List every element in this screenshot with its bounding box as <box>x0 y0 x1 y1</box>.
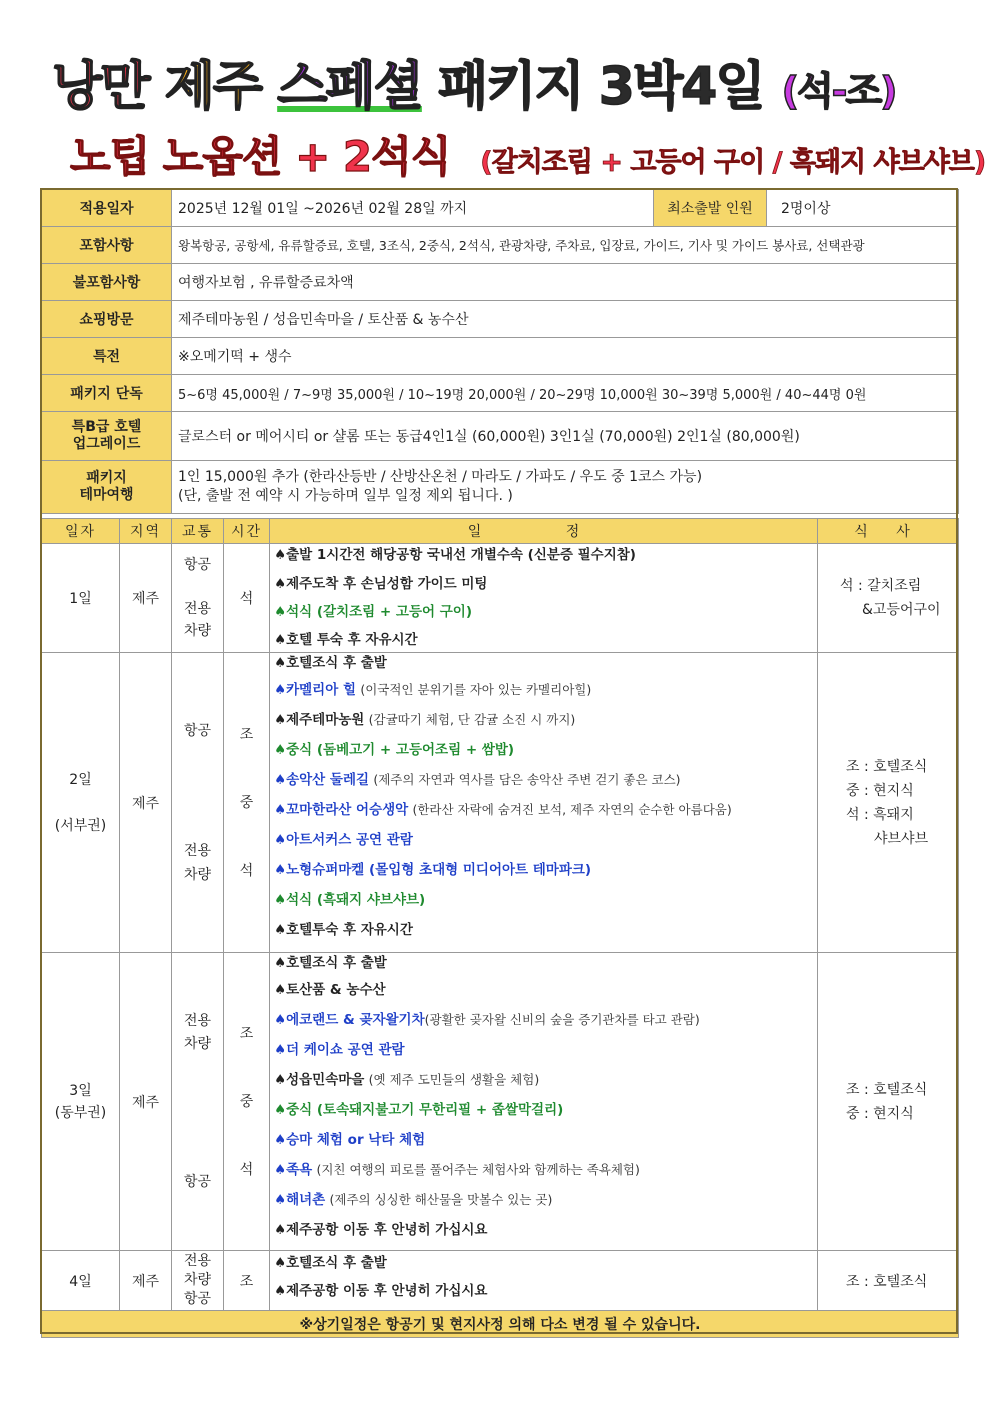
day2-time <box>224 653 270 953</box>
day2-area: (서부권) <box>54 817 107 834</box>
day1-region: 제주 <box>120 544 172 653</box>
header-itinerary: 일 정 <box>270 519 818 544</box>
day3-area: (동부권) <box>54 1104 107 1121</box>
info-row-shopping <box>42 301 959 338</box>
day2-item: ♠아트서커스 공연 관람 <box>274 832 413 848</box>
header-time: 시간 <box>224 519 270 544</box>
day2-item: ♠제주테마농원 (감귤따기 체험, 단 감귤 소진 시 까지) <box>274 712 576 728</box>
day1-item: ♠석식 (갈치조림 + 고등어 구이) <box>274 604 473 620</box>
info-row-benefit <box>42 338 959 375</box>
day1-item: ♠제주도착 후 손님성함 가이드 미팅 <box>274 576 488 592</box>
day3-item: ♠해녀촌 (제주의 싱싱한 해산물을 맛볼수 있는 곳) <box>274 1192 553 1208</box>
day1-transport <box>172 544 224 653</box>
day4-row <box>42 1251 959 1311</box>
day2-item: ♠노형슈퍼마켙 (몰입형 초대형 미디어아트 테마파크) <box>274 862 592 878</box>
day2-item: ♠석식 (흑돼지 샤브샤브) <box>274 892 426 908</box>
day4-transport-bus2: 차량 <box>183 1272 212 1288</box>
day3-transport-air: 항공 <box>183 1173 212 1190</box>
period-label: 적용일자 <box>42 190 172 227</box>
day2-day-label: 2일 <box>69 771 92 788</box>
day2-itinerary <box>270 653 818 953</box>
theme-label-line2: 테마여행 <box>79 487 134 503</box>
day1-transport-bus1: 전용 <box>183 601 212 617</box>
day4-region: 제주 <box>120 1251 172 1311</box>
day4-day: 4일 <box>42 1251 120 1311</box>
day3-item: ♠족욕 (지친 여행의 피로를 풀어주는 체험사와 함께하는 족욕체험) <box>274 1162 640 1178</box>
schedule-header-row <box>42 519 959 544</box>
day3-time <box>224 953 270 1251</box>
upgrade-label-line1: 특B급 호텔 <box>71 419 142 435</box>
header-region: 지역 <box>120 519 172 544</box>
day3-transport-bus1: 전용 <box>183 1012 212 1029</box>
day2-item: ♠중식 (돔베고기 + 고등어조림 + 쌈밥) <box>274 742 515 758</box>
day2-transport-air: 항공 <box>183 722 212 739</box>
day4-item: ♠제주공항 이동 후 안녕히 가십시요 <box>274 1283 488 1299</box>
info-row-excluded <box>42 264 959 301</box>
day1-time: 석 <box>224 544 270 653</box>
group-fee-value: 5~6명 45,000원 / 7~9명 35,000원 / 10~19명 20,000원 / 20~29명 10,000원 30~39명 5,000원 / 40~44명 0원 <box>172 375 959 412</box>
title-area <box>0 0 1000 185</box>
info-row-upgrade <box>42 412 959 461</box>
day3-time-lunch: 중 <box>239 1093 254 1110</box>
day3-item: ♠성읍민속마을 (옛 제주 도민들의 생활을 체험) <box>274 1072 540 1088</box>
info-row-included <box>42 227 959 264</box>
day3-meal <box>818 953 959 1251</box>
period-value: 2025년 12월 01일 ~2026년 02월 28일 까지 <box>172 190 654 227</box>
title-word-special: 스페셜 <box>277 57 422 117</box>
benefit-label: 특전 <box>42 338 172 375</box>
day2-meal-dinner2: 샤브샤브 <box>874 830 929 847</box>
day1-meal-line1: 석 : 갈치조림 <box>840 578 922 594</box>
header-meal: 식 사 <box>818 519 959 544</box>
included-label: 포함사항 <box>42 227 172 264</box>
day1-transport-bus2: 차량 <box>183 623 212 639</box>
day3-item: ♠중식 (토속돼지불고기 무한리필 + 좁쌀막걸리) <box>274 1102 564 1118</box>
day2-item: ♠호텔투숙 후 자유시간 <box>274 922 413 938</box>
day1-row <box>42 544 959 653</box>
day1-meal <box>818 544 959 653</box>
footer-row <box>42 1311 959 1338</box>
day4-meal-breakfast: 조 : 호텔조식 <box>846 1273 928 1290</box>
excluded-label: 불포함사항 <box>42 264 172 301</box>
group-fee-label: 패키지 단독 <box>42 375 172 412</box>
day1-item: ♠호텔 투숙 후 자유시간 <box>274 632 418 648</box>
info-row-theme <box>42 461 959 514</box>
day2-meal-breakfast: 조 : 호텔조식 <box>846 758 928 775</box>
upgrade-label <box>42 412 172 461</box>
day4-itinerary <box>270 1251 818 1311</box>
excluded-value: 여행자보험 , 유류할증료차액 <box>172 264 959 301</box>
day3-item: ♠제주공항 이동 후 안녕히 가십시요 <box>274 1222 488 1238</box>
day4-transport <box>172 1251 224 1311</box>
theme-label <box>42 461 172 514</box>
info-row-period <box>42 190 959 227</box>
day3-itinerary <box>270 953 818 1251</box>
page-title <box>52 44 896 119</box>
day4-transport-air: 항공 <box>183 1291 212 1307</box>
day3-row <box>42 953 959 1251</box>
day2-meal-dinner: 석 : 흑돼지 <box>846 806 914 823</box>
day4-time: 조 <box>224 1251 270 1311</box>
day2-row <box>42 653 959 953</box>
day3-item: ♠토산품 & 농수산 <box>274 982 386 998</box>
day2-item: ♠카멜리아 힐 (이국적인 분위기를 자아 있는 카멜리아힐) <box>274 682 592 698</box>
shopping-value: 제주테마농원 / 성읍민속마을 / 토산품 & 농수산 <box>172 301 959 338</box>
title-meal-plan: (석-조) <box>781 69 896 113</box>
title-word-jeju: 제주 <box>164 57 262 117</box>
shopping-label: 쇼핑방문 <box>42 301 172 338</box>
theme-value <box>172 461 959 514</box>
day1-transport-air: 항공 <box>183 557 212 573</box>
day3-transport-bus2: 차량 <box>183 1035 212 1052</box>
min-people-value: 2명이상 <box>767 190 959 227</box>
day3-time-breakfast: 조 <box>239 1025 254 1042</box>
title-word-package: 패키지 3박4일 <box>437 57 764 117</box>
day4-meal <box>818 1251 959 1311</box>
theme-value-line1: 1인 15,000원 추가 (한라산등반 / 산방산온천 / 마라도 / 가파도 / 우도 중 1코스 가능) <box>178 469 703 485</box>
day3-meal-lunch: 중 : 현지식 <box>846 1105 914 1122</box>
day3-region: 제주 <box>120 953 172 1251</box>
day4-transport-bus1: 전용 <box>183 1253 212 1269</box>
day2-time-dinner: 석 <box>239 862 254 879</box>
day1-day: 1일 <box>42 544 120 653</box>
title-word-nangman: 낭만 <box>52 57 149 117</box>
theme-label-line1: 패키지 <box>86 470 127 486</box>
day3-item: ♠더 케이쇼 공연 관람 <box>274 1042 405 1058</box>
day4-item: ♠호텔조식 후 출발 <box>274 1255 387 1271</box>
day2-transport-bus1: 전용 <box>183 842 212 859</box>
day3-day <box>42 953 120 1251</box>
day3-day-label: 3일 <box>69 1082 92 1099</box>
theme-value-line2: (단, 출발 전 예약 시 가능하며 일부 일정 제외 됩니다. ) <box>178 488 513 504</box>
day2-transport <box>172 653 224 953</box>
info-row-group-fee <box>42 375 959 412</box>
day1-meal-line2: &고등어구이 <box>862 602 941 618</box>
day1-itinerary <box>270 544 818 653</box>
subtitle-dinners: (갈치조림 + 고등어 구이 / 흑돼지 샤브샤브) <box>480 147 986 178</box>
day2-time-lunch: 중 <box>239 794 254 811</box>
day3-time-dinner: 석 <box>239 1161 254 1178</box>
day3-item: ♠승마 체험 or 낙타 체험 <box>274 1132 426 1148</box>
info-table <box>41 189 959 514</box>
day3-meal-breakfast: 조 : 호텔조식 <box>846 1081 928 1098</box>
header-day: 일자 <box>42 519 120 544</box>
day2-time-breakfast: 조 <box>239 726 254 743</box>
benefit-value: ※오메기떡 + 생수 <box>172 338 959 375</box>
day2-day <box>42 653 120 953</box>
day1-item: ♠출발 1시간전 해당공항 국내선 개별수속 (신분증 필수지참) <box>274 547 636 563</box>
day3-transport <box>172 953 224 1251</box>
schedule-footer-note: ※상기일정은 항공기 및 현지사정 의해 다소 변경 될 수 있습니다. <box>42 1311 959 1338</box>
header-transport: 교통 <box>172 519 224 544</box>
day2-item: ♠송악산 둘레길 (제주의 자연과 역사를 담은 송악산 주변 걷기 좋은 코스) <box>274 772 681 788</box>
day3-item: ♠에코랜드 & 곶자왈기차(광활한 곶자왈 신비의 숲을 증기관차를 타고 관람) <box>274 1012 700 1028</box>
schedule-table <box>41 518 959 1338</box>
day2-region: 제주 <box>120 653 172 953</box>
day2-meal <box>818 653 959 953</box>
day2-transport-bus2: 차량 <box>183 866 212 883</box>
subtitle-main: 노팁 노옵션 + 2석식 <box>70 132 451 181</box>
upgrade-label-line2: 업그레이드 <box>72 436 141 452</box>
day2-item: ♠꼬마한라산 어승생악 (한라산 자락에 숨겨진 보석, 제주 자연의 순수한 아름다움) <box>274 802 732 818</box>
included-value: 왕복항공, 공항세, 유류할증료, 호텔, 3조식, 2중식, 2석식, 관광차량, 주차료, 입장료, 가이드, 기사 및 가이드 봉사료, 선택관광 <box>172 227 959 264</box>
day2-meal-lunch: 중 : 현지식 <box>846 782 914 799</box>
day3-item: ♠호텔조식 후 출발 <box>274 955 387 971</box>
day2-item: ♠호텔조식 후 출발 <box>274 655 387 671</box>
upgrade-value: 글로스터 or 메어시티 or 샬롬 또는 동급4인1실 (60,000원) 3인1실 (70,000원) 2인1실 (80,000원) <box>172 412 959 461</box>
min-people-label: 최소출발 인원 <box>654 190 767 227</box>
page-subtitle <box>70 124 985 184</box>
